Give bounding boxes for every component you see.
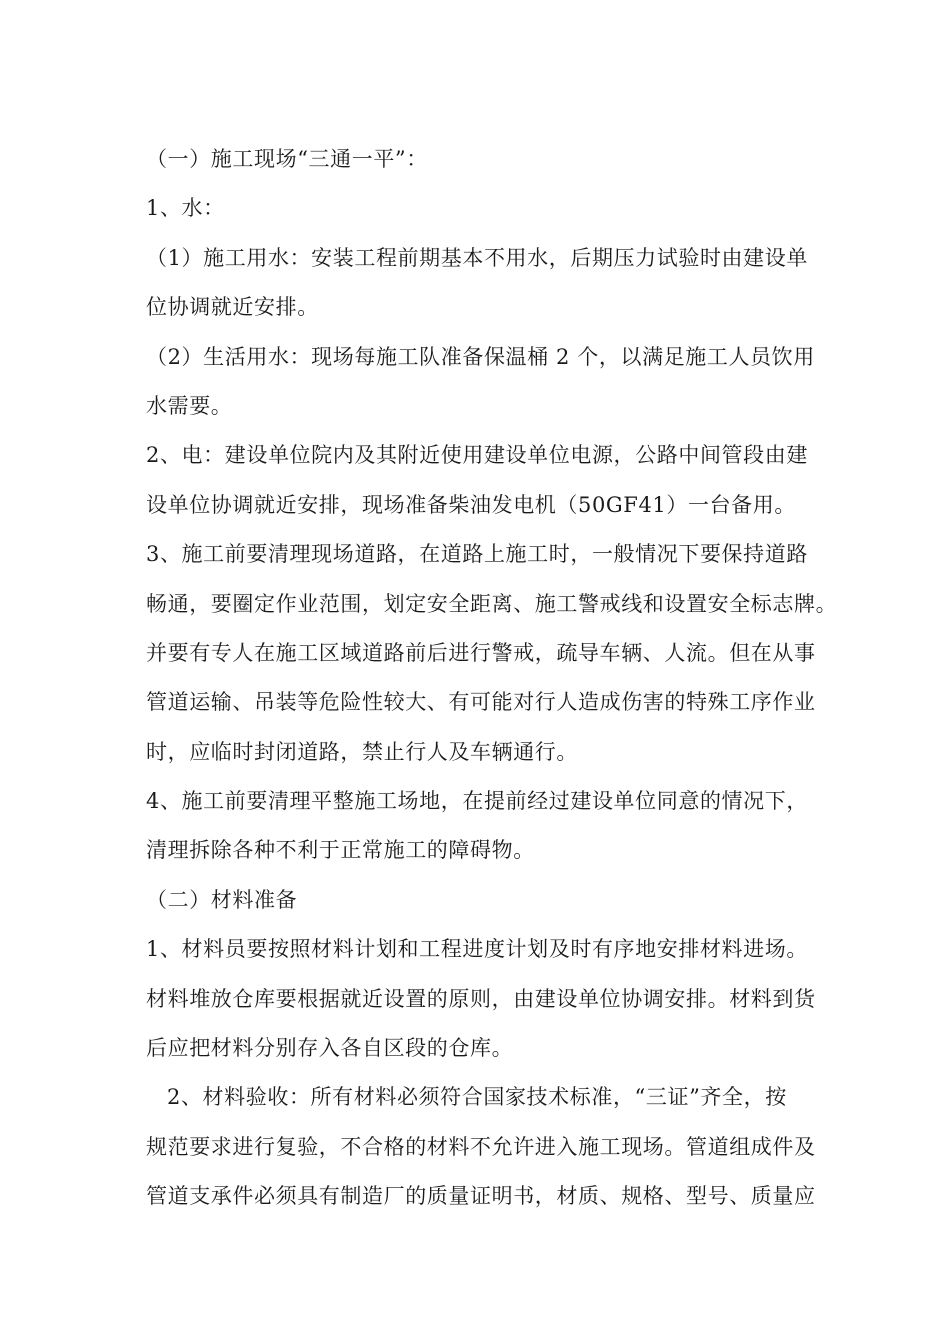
paragraph-line: （1）施工用水：安装工程前期基本不用水，后期压力试验时由建设单	[146, 245, 808, 270]
paragraph-line: 水需要。	[146, 393, 233, 418]
paragraph-line: 3、施工前要清理现场道路，在道路上施工时，一般情况下要保持道路	[146, 542, 808, 567]
paragraph-line: 2、材料验收：所有材料必须符合国家技术标准，“三证”齐全，按	[167, 1085, 787, 1110]
paragraph-line: 规范要求进行复验，不合格的材料不允许进入施工现场。管道组成件及	[146, 1134, 816, 1159]
paragraph-line: 清理拆除各种不利于正常施工的障碍物。	[146, 838, 535, 863]
heading-material-preparation: （二）材料准备	[146, 887, 298, 912]
paragraph-line: 材料堆放仓库要根据就近设置的原则，由建设单位协调安排。材料到货	[146, 986, 816, 1011]
paragraph-line: 2、电：建设单位院内及其附近使用建设单位电源，公路中间管段由建	[146, 443, 808, 468]
paragraph-line: （2）生活用水：现场每施工队准备保温桶 2 个，以满足施工人员饮用	[146, 344, 815, 369]
heading-site-preparation: （一）施工现场“三通一平”：	[146, 147, 428, 171]
document-body	[146, 135, 846, 1222]
paragraph-line: 管道运输、吊装等危险性较大、有可能对行人造成伤害的特殊工序作业	[146, 690, 816, 715]
paragraph-line: 位协调就近安排。	[146, 295, 319, 320]
paragraph-line: 4、施工前要清理平整施工场地，在提前经过建设单位同意的情况下，	[146, 789, 808, 814]
paragraph-line: 设单位协调就近安排，现场准备柴油发电机（50GF41）一台备用。	[146, 492, 796, 517]
paragraph-line: 管道支承件必须具有制造厂的质量证明书，材质、规格、型号、质量应	[146, 1184, 816, 1209]
paragraph-line: 1、材料员要按照材料计划和工程进度计划及时有序地安排材料进场。	[146, 937, 808, 962]
paragraph-line: 时，应临时封闭道路，禁止行人及车辆通行。	[146, 739, 578, 764]
paragraph-line: 后应把材料分别存入各自区段的仓库。	[146, 1036, 514, 1061]
item-water-heading: 1、水：	[146, 196, 225, 221]
paragraph-line: 畅通，要圈定作业范围，划定安全距离、施工警戒线和设置安全标志牌。	[146, 591, 838, 616]
paragraph-line: 并要有专人在施工区域道路前后进行警戒，疏导车辆、人流。但在从事	[146, 640, 816, 665]
